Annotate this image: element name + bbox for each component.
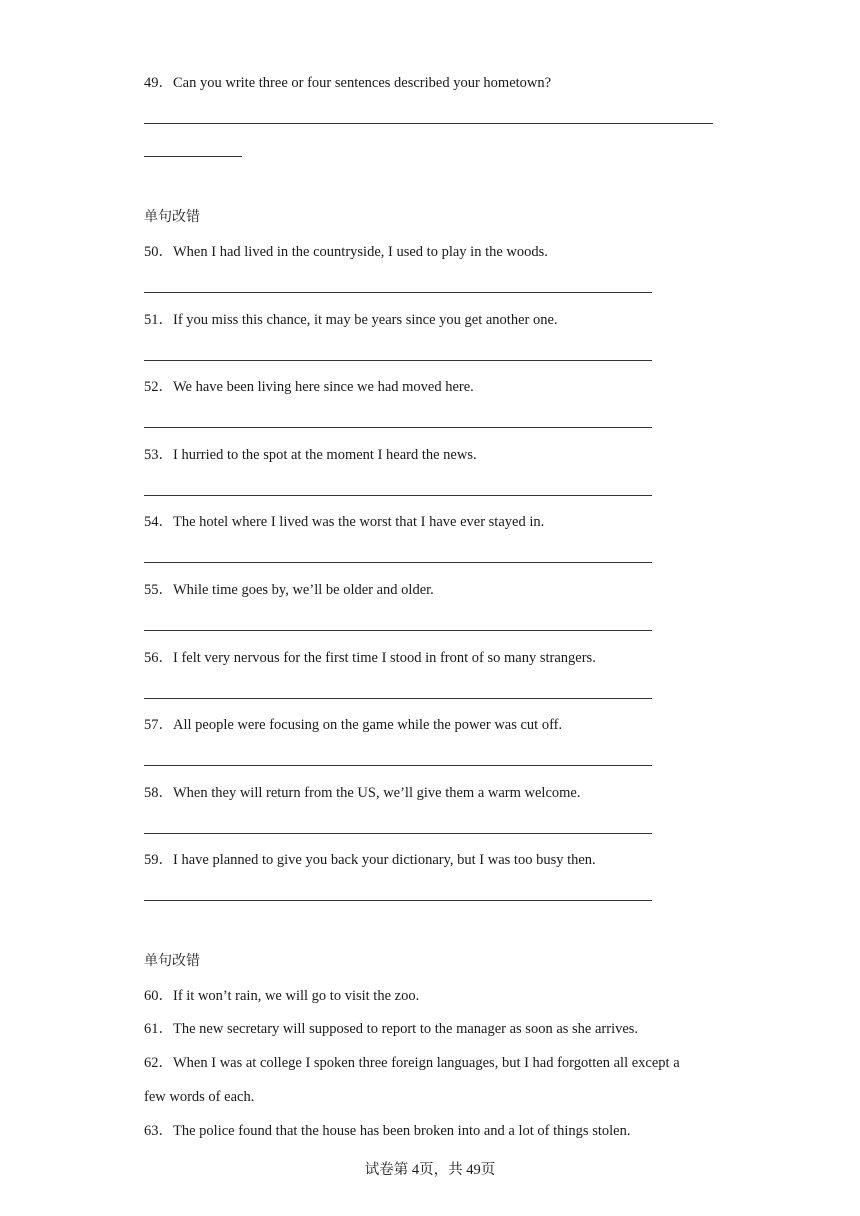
- question-text: I hurried to the spot at the moment I heard the news.: [173, 447, 477, 463]
- question-58: [144, 784, 581, 802]
- question-text: I felt very nervous for the first time I stood in front of so many strangers.: [173, 650, 596, 666]
- question-52: [144, 378, 474, 396]
- answer-line[interactable]: [144, 123, 713, 124]
- answer-line[interactable]: [144, 292, 652, 293]
- section-title: 单句改错: [144, 953, 200, 969]
- question-text: While time goes by, we’ll be older and older.: [173, 582, 434, 598]
- section-title: 单句改错: [144, 209, 200, 225]
- answer-line[interactable]: [144, 360, 652, 361]
- question-60: [144, 987, 419, 1005]
- question-text: If you miss this chance, it may be years since you get another one.: [173, 312, 558, 328]
- question-62: [144, 1054, 680, 1072]
- question-53: [144, 446, 477, 464]
- answer-line[interactable]: [144, 698, 652, 699]
- question-56: [144, 649, 596, 667]
- answer-line[interactable]: [144, 630, 652, 631]
- question-text: I have planned to give you back your dictionary, but I was too busy then.: [173, 852, 596, 868]
- question-text: The police found that the house has been broken into and a lot of things stolen.: [173, 1123, 631, 1139]
- question-text: When I had lived in the countryside, I used to play in the woods.: [173, 244, 548, 260]
- question-text: We have been living here since we had moved here.: [173, 379, 474, 395]
- answer-line[interactable]: [144, 427, 652, 428]
- question-51: [144, 311, 558, 329]
- question-text: All people were focusing on the game while the power was cut off.: [173, 717, 563, 733]
- question-text: When I was at college I spoken three foreign languages, but I had forgotten all except a: [173, 1055, 680, 1071]
- question-59: [144, 851, 596, 869]
- question-number: 58．: [144, 785, 173, 801]
- answer-line[interactable]: [144, 495, 652, 496]
- question-number: 49．: [144, 75, 173, 91]
- question-text: If it won’t rain, we will go to visit the zoo.: [173, 988, 420, 1004]
- answer-line[interactable]: [144, 900, 652, 901]
- question-text: The new secretary will supposed to report to the manager as soon as she arrives.: [173, 1021, 639, 1037]
- question-number: 60．: [144, 988, 173, 1004]
- question-text: Can you write three or four sentences described your hometown?: [173, 75, 552, 91]
- question-number: 57．: [144, 717, 173, 733]
- question-50: [144, 243, 548, 261]
- question-number: 55．: [144, 582, 173, 598]
- question-55: [144, 581, 434, 599]
- answer-line[interactable]: [144, 765, 652, 766]
- question-number: 53．: [144, 447, 173, 463]
- question-number: 63．: [144, 1123, 173, 1139]
- question-number: 62．: [144, 1055, 173, 1071]
- question-61: [144, 1020, 638, 1038]
- page-footer: 试卷第 4页，共 49页: [364, 1162, 496, 1178]
- question-54: [144, 513, 544, 531]
- question-number: 50．: [144, 244, 173, 260]
- question-text: The hotel where I lived was the worst that I have ever stayed in.: [173, 514, 545, 530]
- answer-line[interactable]: [144, 156, 242, 157]
- question-text: When they will return from the US, we’ll give them a warm welcome.: [173, 785, 581, 801]
- question-number: 51．: [144, 312, 173, 328]
- question-57: [144, 716, 562, 734]
- question-62-continuation: few words of each.: [144, 1089, 255, 1105]
- answer-line[interactable]: [144, 833, 652, 834]
- question-49: [144, 74, 551, 92]
- answer-line[interactable]: [144, 562, 652, 563]
- question-63: [144, 1122, 630, 1140]
- question-number: 56．: [144, 650, 173, 666]
- question-number: 61．: [144, 1021, 173, 1037]
- question-number: 59．: [144, 852, 173, 868]
- question-number: 52．: [144, 379, 173, 395]
- question-number: 54．: [144, 514, 173, 530]
